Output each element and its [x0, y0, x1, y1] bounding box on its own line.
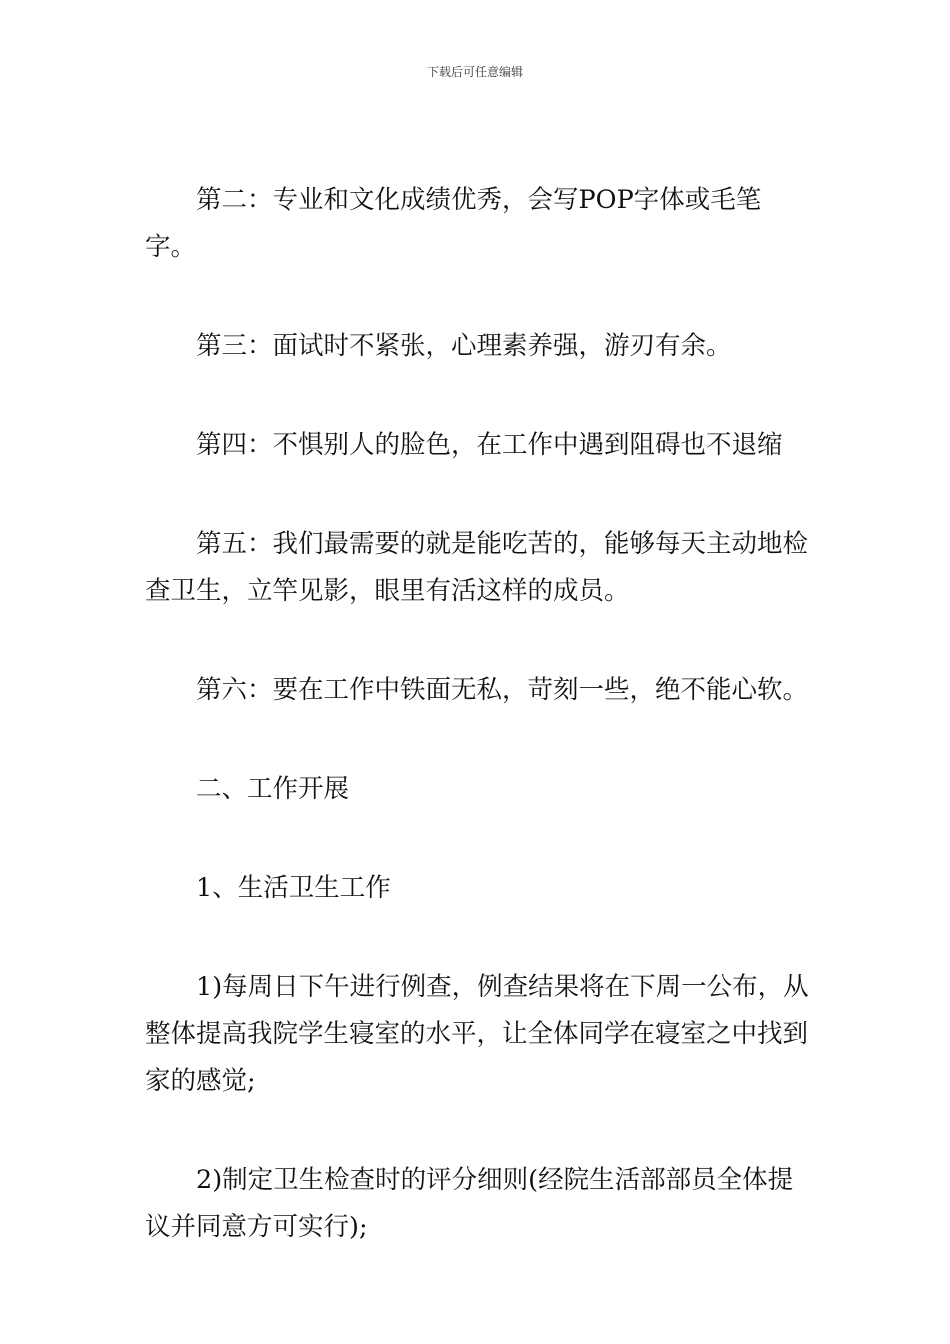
- document-body: [145, 177, 810, 1251]
- paragraph-item-2: 2)制定卫生检查时的评分细则(经院生活部部员全体提议并同意方可实行);: [145, 1165, 794, 1242]
- paragraph-requirement-3: 第三：面试时不紧张，心理素养强，游刃有余。: [196, 331, 732, 361]
- paragraph-requirement-2: 第二：专业和文化成绩优秀，会写POP字体或毛笔字。: [145, 185, 762, 262]
- paragraph-requirement-5: 第五：我们最需要的就是能吃苦的，能够每天主动地检查卫生，立竿见影，眼里有活这样的成员。: [145, 529, 809, 606]
- section-heading-work: 二、工作开展: [196, 774, 350, 804]
- page-header: 下载后可任意编辑: [426, 65, 523, 79]
- paragraph-requirement-4: 第四：不惧别人的脸色，在工作中遇到阻碍也不退缩: [196, 430, 783, 460]
- paragraph-item-1: 1)每周日下午进行例查，例查结果将在下周一公布，从整体提高我院学生寝室的水平，让全体同学在寝室之中找到家的感觉;: [145, 972, 809, 1096]
- paragraph-requirement-6: 第六：要在工作中铁面无私，苛刻一些，绝不能心软。: [196, 675, 809, 705]
- subsection-heading-hygiene: 1、生活卫生工作: [196, 873, 391, 903]
